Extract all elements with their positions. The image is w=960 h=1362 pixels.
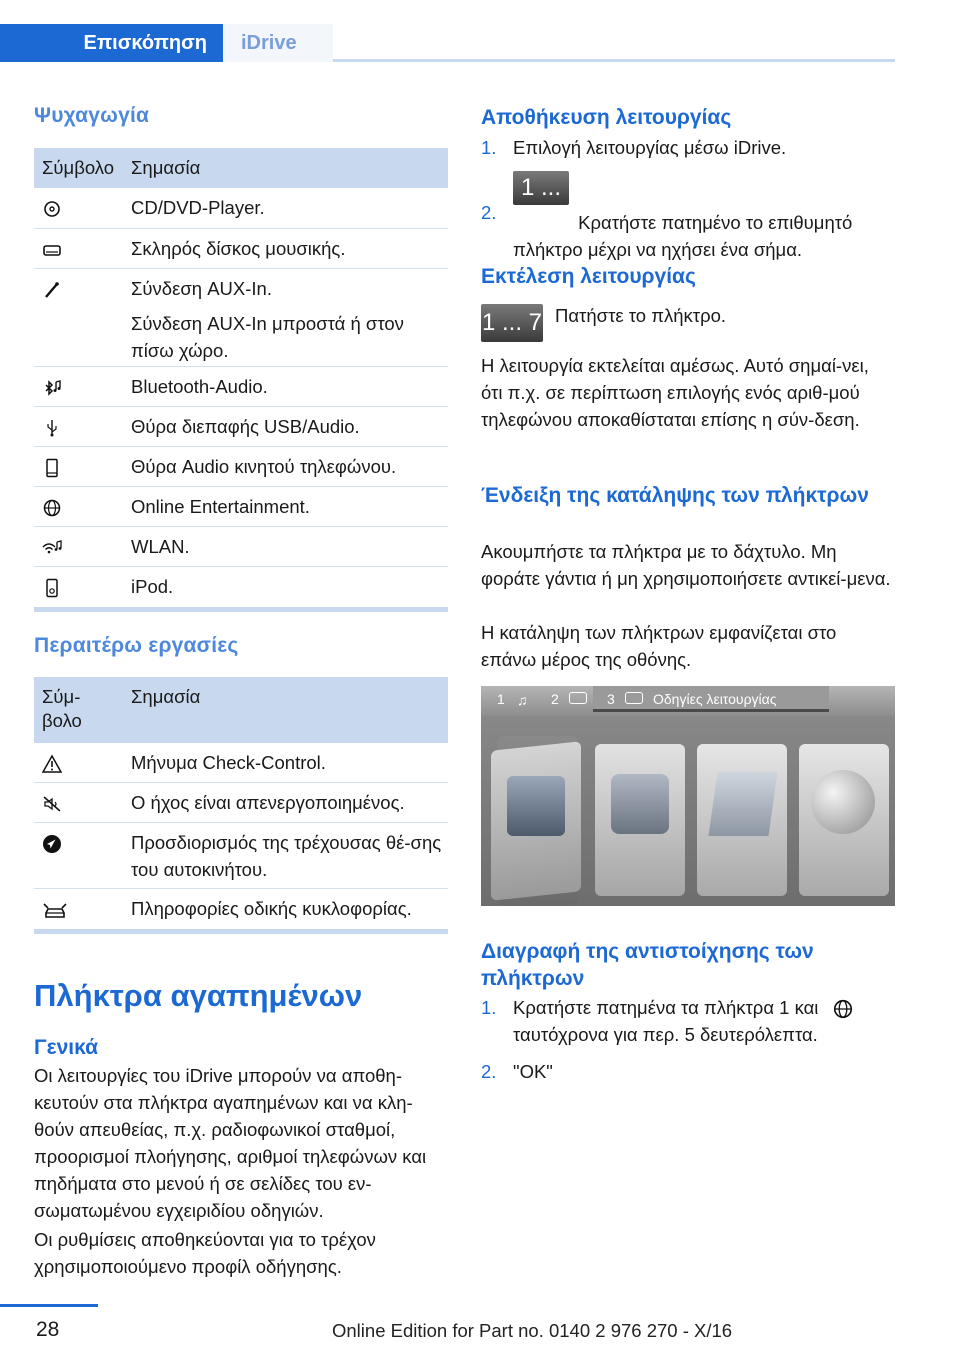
row-text: Ο ήχος είναι απενεργοποιημένος. [131,792,405,813]
further-tasks-heading: Περαιτέρω εργασίες [34,634,239,657]
general-paragraph: Οι λειτουργίες του iDrive μπορούν να αποθη-κευτούν στα πλήκτρα αγαπημένων και να κλη-θούν απευθείας, π.χ. ραδιοφωνικοί σταθμοί, προορισμοί πλοήγησης, αριθμοί τηλεφώνων και πηδήματα στο μενού ή σε σελίδες του εν-σωματωμένου εγχειριδίου οδηγιών. [34,1065,427,1221]
cd-icon [42,199,62,219]
ipod-icon [42,578,62,598]
phone-icon [42,458,62,478]
row-text-secondary: Σύνδεση AUX-In μπροστά ή στον πίσω χώρο. [131,313,404,361]
table-row [34,567,448,607]
navigation-tile-icon [709,772,778,836]
step-text: ταυτόχρονα για περ. 5 δευτερόλεπτα. [513,1024,818,1045]
page-number: 28 [36,1318,60,1341]
traffic-car-icon [42,900,68,920]
table-end-line [34,929,448,934]
further-tasks-table [34,677,448,934]
table-row [34,487,448,527]
list-item [481,994,895,1048]
aux-plug-icon [42,280,62,300]
list-item [481,134,895,161]
mute-icon [42,794,62,814]
col-meaning-header: Σημασία [131,686,201,707]
key-display-paragraph: Ακουμπήστε τα πλήκτρα με το δάχτυλο. Μη φοράτε γάντια ή μη χρησιμοποιήσετε αντικεί-μενα. [481,541,891,589]
globe-tile-icon [811,770,875,834]
run-function-heading: Εκτέλεση λειτουργίας [481,265,696,288]
table-row [34,823,448,889]
page-header [0,0,895,62]
list-item [481,171,895,263]
step-number: 2. [481,1061,497,1082]
table-row [34,269,448,367]
table-row [34,407,448,447]
idrive-screen-image [481,686,895,906]
row-text: Θύρα Audio κινητού τηλεφώνου. [131,456,397,477]
row-text: WLAN. [131,536,190,557]
step-text: Επιλογή λειτουργίας μέσω iDrive. [513,137,787,158]
run-function-paragraph: Η λειτουργία εκτελείται αμέσως. Αυτό σημαί-νει, ότι π.χ. σε περίπτωση επιλογής ενός αριθ-μού τηλεφώνου αποκαθίσταται επίσης η σύν-δεση. [481,355,869,430]
fav-key-3: 3 [607,691,615,707]
fav-key-1: 1 [497,691,505,707]
phone-tile-icon [611,774,669,834]
row-text: Σκληρός δίσκος μουσικής. [131,238,346,259]
table-row [34,743,448,783]
table-row [34,527,448,567]
table-row [34,367,448,407]
table-row [34,447,448,487]
entertainment-table [34,148,448,612]
row-text: Προσδιορισμός της τρέχουσας θέ-σης του αυτοκινήτου. [131,832,442,880]
row-text: Online Entertainment. [131,496,310,517]
navigation-arrow-icon [42,834,62,854]
globe-icon [42,498,62,518]
bluetooth-audio-icon [42,378,62,398]
row-text: Πληροφορίες οδικής κυκλοφορίας. [131,898,412,919]
tab-overview[interactable]: Επισκόπηση [0,24,223,62]
table-row [34,783,448,823]
general-heading: Γενικά [34,1036,99,1059]
col-symbol-header: Σύμβολο [42,157,115,178]
favorite-key-icon: 1 ... 7 [481,304,543,342]
row-text: Μήνυμα Check-Control. [131,752,326,773]
globe-icon [832,998,854,1020]
step-text: Κρατήστε πατημένο το επιθυμητό πλήκτρο μέχρι να ηχήσει ένα σήμα. [513,212,853,260]
footer-line [0,1304,98,1307]
hard-disk-icon [42,240,62,260]
save-function-heading: Αποθήκευση λειτουργίας [481,106,732,129]
step-number: 1. [481,997,497,1018]
step-number: 1. [481,137,497,158]
col-meaning-header: Σημασία [131,157,201,178]
warning-icon [42,754,62,774]
row-text: Θύρα διεπαφής USB/Audio. [131,416,360,437]
general-paragraph-2: Οι ρυθμίσεις αποθηκεύονται για το τρέχον χρησιμοποιούμενο προφίλ οδήγησης. [34,1229,376,1277]
step-number: 2. [481,202,497,223]
step-text: "OK" [513,1061,553,1082]
music-note-icon: ♫ [517,692,528,708]
fav-key-3-label: Οδηγίες λειτουργίας [653,691,777,707]
table-row [34,889,448,929]
edition-footer: Online Edition for Part no. 0140 2 976 270 - X/16 [332,1320,733,1341]
delete-assignment-heading: Διαγραφή της αντιστοίχησης των πλήκτρων [481,940,814,990]
tab-idrive[interactable]: iDrive [223,24,333,62]
row-text: Σύνδεση AUX-In. [131,278,272,299]
table-row [34,229,448,269]
key-display-paragraph-2: Η κατάληψη των πλήκτρων εμφανίζεται στο επάνω μέρος της οθόνης. [481,622,837,670]
row-text: CD/DVD-Player. [131,197,265,218]
favorite-key-icon: 1 ... 7 [513,171,569,205]
delete-steps-list [481,994,895,1085]
fav-key-2: 2 [551,691,559,707]
step-text: Κρατήστε πατημένα τα πλήκτρα 1 και [513,997,819,1018]
wlan-icon [42,538,62,558]
table-row [34,188,448,229]
key-display-heading: Ένδειξη της κατάληψης των πλήκτρων [481,484,869,507]
list-item [481,1058,895,1085]
bluetooth-tile-icon [507,776,565,836]
row-text: iPod. [131,576,174,597]
run-function-text: Πατήστε το πλήκτρο. [555,305,727,326]
table-end-line [34,607,448,612]
table-header [34,677,448,743]
col-symbol-header: Σύμ-βολο [42,686,82,731]
save-steps-list [481,134,895,263]
table-header [34,148,448,188]
car-icon [625,692,643,704]
entertainment-heading: Ψυχαγωγία [34,104,150,127]
car-icon [569,692,587,704]
row-text: Bluetooth-Audio. [131,376,268,397]
favorites-heading: Πλήκτρα αγαπημένων [34,978,363,1013]
usb-icon [42,418,62,438]
